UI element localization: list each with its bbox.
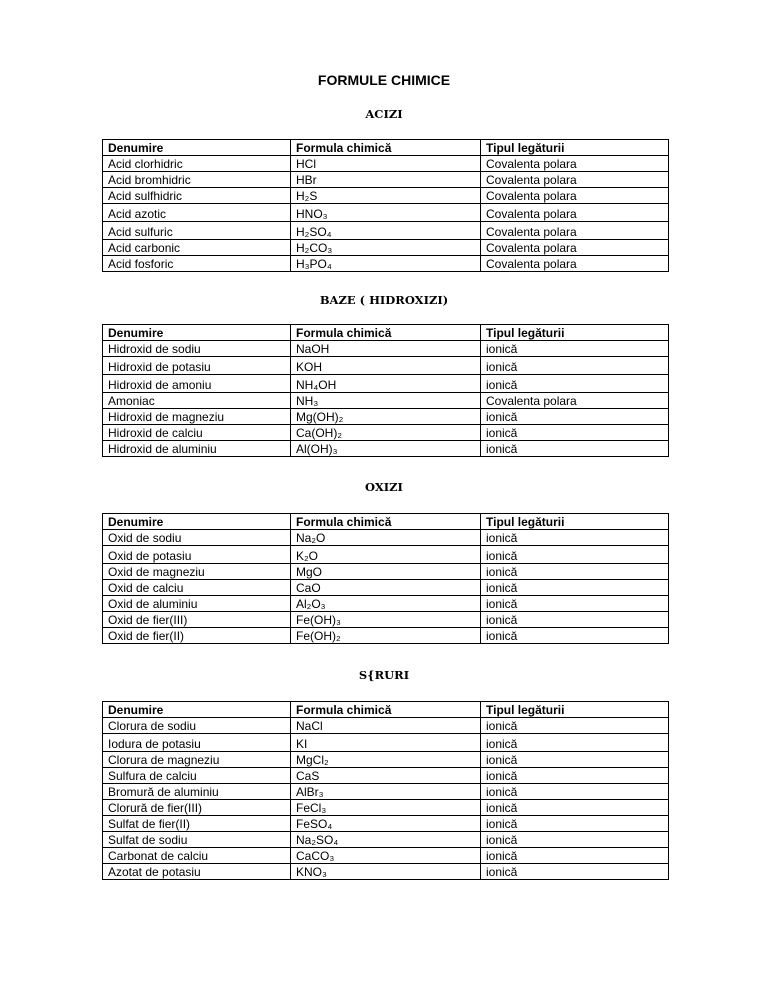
table-row — [103, 341, 669, 357]
cell-denumire: Clorură de fier(III) — [103, 800, 291, 816]
header-tip: Tipul legăturii — [481, 702, 669, 718]
cell-denumire: Oxid de sodiu — [103, 530, 291, 546]
table-row — [103, 596, 669, 612]
cell-formula: H₃PO₄ — [291, 256, 481, 272]
cell-tip: ionică — [481, 628, 669, 644]
cell-tip: ionică — [481, 734, 669, 752]
cell-denumire: Acid carbonic — [103, 240, 291, 256]
cell-formula: HBr — [291, 172, 481, 188]
cell-tip: ionică — [481, 564, 669, 580]
cell-denumire: Hidroxid de amoniu — [103, 375, 291, 393]
table-row — [103, 864, 669, 880]
table-row — [103, 612, 669, 628]
cell-denumire: Acid bromhidric — [103, 172, 291, 188]
cell-denumire: Acid sulfuric — [103, 222, 291, 240]
table-row — [103, 580, 669, 596]
cell-tip: ionică — [481, 768, 669, 784]
cell-formula: NaOH — [291, 341, 481, 357]
cell-tip: ionică — [481, 425, 669, 441]
cell-denumire: Carbonat de calciu — [103, 848, 291, 864]
header-denumire: Denumire — [103, 514, 291, 530]
cell-tip: ionică — [481, 718, 669, 734]
table-row — [103, 156, 669, 172]
cell-formula: H₂CO₃ — [291, 240, 481, 256]
cell-tip: Covalenta polara — [481, 240, 669, 256]
cell-tip: ionică — [481, 596, 669, 612]
cell-tip: ionică — [481, 752, 669, 768]
table-row — [103, 816, 669, 832]
cell-formula: NaCl — [291, 718, 481, 734]
oxizi-table — [102, 513, 669, 644]
cell-formula: CaO — [291, 580, 481, 596]
cell-denumire: Hidroxid de aluminiu — [103, 441, 291, 457]
cell-formula: NH₃ — [291, 393, 481, 409]
cell-formula: Fe(OH)₂ — [291, 628, 481, 644]
cell-denumire: Hidroxid de calciu — [103, 425, 291, 441]
cell-denumire: Hidroxid de sodiu — [103, 341, 291, 357]
cell-denumire: Oxid de fier(III) — [103, 612, 291, 628]
header-tip: Tipul legăturii — [481, 514, 669, 530]
cell-denumire: Amoniac — [103, 393, 291, 409]
header-denumire: Denumire — [103, 702, 291, 718]
table-row — [103, 628, 669, 644]
table-row — [103, 441, 669, 457]
cell-denumire: Sulfura de calciu — [103, 768, 291, 784]
cell-tip: Covalenta polara — [481, 156, 669, 172]
table-row — [103, 188, 669, 204]
cell-denumire: Hidroxid de magneziu — [103, 409, 291, 425]
table-row — [103, 530, 669, 546]
cell-tip: ionică — [481, 848, 669, 864]
cell-formula: CaS — [291, 768, 481, 784]
cell-denumire: Acid azotic — [103, 204, 291, 222]
table-row — [103, 172, 669, 188]
acizi-table — [102, 139, 669, 272]
cell-tip: ionică — [481, 784, 669, 800]
cell-tip: ionică — [481, 832, 669, 848]
cell-formula: Fe(OH)₃ — [291, 612, 481, 628]
cell-formula: Al₂O₃ — [291, 596, 481, 612]
cell-denumire: Oxid de calciu — [103, 580, 291, 596]
cell-tip: ionică — [481, 441, 669, 457]
cell-denumire: Azotat de potasiu — [103, 864, 291, 880]
header-formula: Formula chimică — [291, 702, 481, 718]
table-header-row — [103, 140, 669, 156]
cell-tip: ionică — [481, 800, 669, 816]
cell-tip: Covalenta polara — [481, 393, 669, 409]
cell-denumire: Clorura de magneziu — [103, 752, 291, 768]
cell-denumire: Acid sulfhidric — [103, 188, 291, 204]
cell-denumire: Acid fosforic — [103, 256, 291, 272]
cell-formula: HNO₃ — [291, 204, 481, 222]
cell-formula: Mg(OH)₂ — [291, 409, 481, 425]
cell-formula: MgO — [291, 564, 481, 580]
cell-tip: ionică — [481, 816, 669, 832]
table-row — [103, 800, 669, 816]
table-row — [103, 752, 669, 768]
cell-formula: KI — [291, 734, 481, 752]
cell-denumire: Sulfat de sodiu — [103, 832, 291, 848]
cell-formula: K₂O — [291, 546, 481, 564]
cell-denumire: Oxid de potasiu — [103, 546, 291, 564]
section-title-acizi: ACIZI — [365, 107, 403, 121]
table-row — [103, 375, 669, 393]
cell-denumire: Clorura de sodiu — [103, 718, 291, 734]
cell-formula: Na₂SO₄ — [291, 832, 481, 848]
header-formula: Formula chimică — [291, 325, 481, 341]
cell-formula: FeCl₃ — [291, 800, 481, 816]
table-row — [103, 768, 669, 784]
page-title: FORMULE CHIMICE — [317, 72, 451, 88]
cell-denumire: Bromură de aluminiu — [103, 784, 291, 800]
section-title-saruri: S{RURI — [358, 668, 410, 682]
table-header-row — [103, 702, 669, 718]
cell-denumire: Iodura de potasiu — [103, 734, 291, 752]
cell-formula: Na₂O — [291, 530, 481, 546]
table-header-row — [103, 514, 669, 530]
baze-table — [102, 324, 669, 457]
header-tip: Tipul legăturii — [481, 325, 669, 341]
cell-denumire: Hidroxid de potasiu — [103, 357, 291, 375]
table-row — [103, 718, 669, 734]
cell-tip: Covalenta polara — [481, 204, 669, 222]
table-row — [103, 564, 669, 580]
header-formula: Formula chimică — [291, 140, 481, 156]
table-row — [103, 832, 669, 848]
table-row — [103, 256, 669, 272]
cell-formula: Ca(OH)₂ — [291, 425, 481, 441]
cell-denumire: Oxid de magneziu — [103, 564, 291, 580]
cell-tip: ionică — [481, 375, 669, 393]
cell-denumire: Oxid de aluminiu — [103, 596, 291, 612]
cell-formula: KNO₃ — [291, 864, 481, 880]
table-row — [103, 546, 669, 564]
table-row — [103, 357, 669, 375]
table-row — [103, 784, 669, 800]
cell-formula: MgCl₂ — [291, 752, 481, 768]
table-row — [103, 848, 669, 864]
cell-tip: ionică — [481, 341, 669, 357]
cell-formula: H₂S — [291, 188, 481, 204]
cell-formula: AlBr₃ — [291, 784, 481, 800]
cell-formula: NH₄OH — [291, 375, 481, 393]
cell-formula: Al(OH)₃ — [291, 441, 481, 457]
cell-tip: Covalenta polara — [481, 188, 669, 204]
cell-denumire: Acid clorhidric — [103, 156, 291, 172]
header-denumire: Denumire — [103, 140, 291, 156]
cell-tip: ionică — [481, 409, 669, 425]
cell-tip: ionică — [481, 580, 669, 596]
cell-tip: ionică — [481, 612, 669, 628]
cell-formula: CaCO₃ — [291, 848, 481, 864]
cell-tip: ionică — [481, 546, 669, 564]
cell-denumire: Oxid de fier(II) — [103, 628, 291, 644]
cell-formula: FeSO₄ — [291, 816, 481, 832]
table-row — [103, 240, 669, 256]
section-title-baze: BAZE ( HIDROXIZI) — [319, 293, 449, 307]
table-row — [103, 393, 669, 409]
table-row — [103, 204, 669, 222]
header-tip: Tipul legăturii — [481, 140, 669, 156]
table-row — [103, 425, 669, 441]
cell-denumire: Sulfat de fier(II) — [103, 816, 291, 832]
table-row — [103, 222, 669, 240]
cell-tip: ionică — [481, 864, 669, 880]
table-header-row — [103, 325, 669, 341]
cell-formula: KOH — [291, 357, 481, 375]
saruri-table — [102, 701, 669, 880]
cell-formula: HCl — [291, 156, 481, 172]
cell-tip: Covalenta polara — [481, 222, 669, 240]
header-formula: Formula chimică — [291, 514, 481, 530]
table-row — [103, 734, 669, 752]
cell-tip: ionică — [481, 357, 669, 375]
cell-tip: ionică — [481, 530, 669, 546]
section-title-oxizi: OXIZI — [365, 480, 403, 494]
header-denumire: Denumire — [103, 325, 291, 341]
table-row — [103, 409, 669, 425]
cell-tip: Covalenta polara — [481, 172, 669, 188]
cell-formula: H₂SO₄ — [291, 222, 481, 240]
cell-tip: Covalenta polara — [481, 256, 669, 272]
